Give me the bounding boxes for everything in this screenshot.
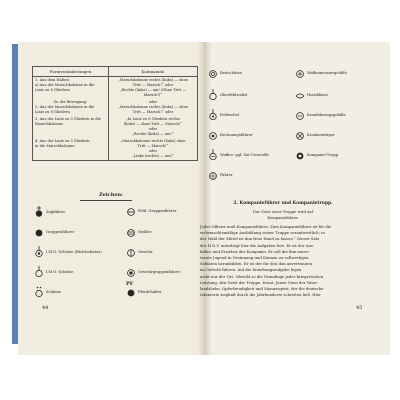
symbol-label: Zugführer (46, 210, 66, 214)
rifleman-symbol-icon (34, 286, 44, 298)
row-1-right-line: „Rechts (links) — um! (Ohne Tritt — (119, 88, 187, 92)
row-4-right-line: oder (148, 149, 158, 153)
left-page (18, 42, 204, 355)
symbol-entry (307, 153, 338, 158)
symbol-label: Melder (138, 230, 152, 234)
horse-holder-symbol-icon (126, 288, 136, 298)
row-2-left-line: Linie zu 8 Gliedern (35, 110, 70, 114)
company-troop-symbol-icon (295, 151, 305, 161)
symbol-label: Rechnungsführer (220, 133, 253, 137)
symbol-label: Kompanie-Trupp (307, 153, 339, 157)
row-2-right-line: „Marschkolonne rechts (links) — ohne (117, 105, 188, 109)
pf-mark: PF (126, 281, 134, 287)
body-line: traute Jugend in Gesinnung und Können zu vollwertigen (200, 255, 309, 261)
body-line: Soldaten heranbilden. Er ist der für den ihm anvertrauten (200, 261, 313, 267)
table-row (33, 116, 198, 138)
intro-line: Der Geist einer Truppe wird auf (252, 210, 314, 214)
symbol-entry (307, 93, 328, 98)
row-1-right-line: „Marschkolonne rechts (links) — ohne (117, 78, 188, 82)
symbol-entry (220, 113, 239, 118)
body-line: der Wahl der Mittel ist ihm freie Hand zu lassen.“ Dieser Satz (200, 236, 320, 242)
platoon-leader-symbol-icon (34, 206, 44, 218)
left-page-number: 44 (42, 305, 49, 311)
symbol-entry (220, 71, 242, 76)
body-line: Infanterie sieghaft durch die Jahrhunderte schreiten ließ. Hier (200, 292, 321, 298)
symbol-label: Waffen- ggf. Sat-Unteroffz. (220, 153, 270, 157)
intro-line: Kompanieführer. (267, 216, 299, 220)
heading-underline (80, 200, 132, 201)
table-header-changes: Formveränderungen (33, 67, 109, 77)
rifle-squad-leader-symbol-icon (126, 268, 136, 278)
body-line: bilder und Erzieher der Kompanie. Er soll die ihm anver- (200, 248, 310, 254)
body-line: nicht nur der Ort. Obwohl so die Grundlage jeder kriegerischen (200, 273, 324, 279)
body-line: der H.D.V. unterliegt hier die Aufgaben fest. Er ist der Aus- (200, 242, 315, 248)
weapons-nco-symbol-icon (208, 149, 218, 161)
symbol-label: Feldwebel (220, 113, 240, 117)
body-line: landsliebe, Opferfreudigkeit und Mannesgeist, der die deutsche (200, 286, 324, 292)
symbol-label: Kranführungsgehilfe (307, 113, 346, 117)
medical-assistant-symbol-icon (295, 111, 305, 121)
symbol-label: Reitschütze (220, 71, 242, 75)
bugler-symbol-icon (295, 91, 305, 101)
sergeant-symbol-icon (208, 109, 218, 121)
symbol-label: Waffenmeistergehilfe (307, 71, 347, 75)
row-1-left-line: 1. Aus dem Halten: (35, 78, 70, 82)
symbol-label: Krankenträger (307, 133, 335, 137)
section-title: 2. Kompanieführer und Kompanietrupp. (233, 201, 333, 206)
row-2-left-line: Zu der Bewegung: (53, 100, 88, 104)
symbol-label: l.M.G.-Schütze (46, 270, 74, 274)
symbol-label: Gewehr (138, 250, 153, 254)
row-1-right-line: Tritt — Marsch!“ oder (132, 83, 174, 87)
body-line: Leistung, den Geist der Truppe, formt. Jenen Geist der Vater- (200, 279, 319, 285)
messenger-symbol-icon (126, 228, 136, 238)
row-2-right-line: oder (148, 100, 158, 104)
symbol-entry (220, 173, 233, 178)
row-3-left-line: 3. Aus der Linie zu 3 Gliedern in die (35, 117, 101, 121)
driver-symbol-icon (208, 171, 218, 181)
machine-gunner-symbol-icon (34, 266, 44, 278)
symbol-entry (220, 153, 270, 158)
row-1-left-line: a) Aus der Marschkolonne in die (35, 83, 95, 87)
symbol-label: Pferdehalter (138, 290, 162, 294)
body-line: Jeder Offizier muß Kompanieführer. Zum Kompanieführer ist für die (200, 224, 332, 229)
row-3-left-line: Marschkolonne (35, 122, 64, 126)
armorer-assistant-symbol-icon (295, 69, 305, 79)
body-text (200, 224, 366, 298)
mounted-rifleman-symbol-icon (208, 69, 218, 79)
right-page-number: 45 (356, 305, 363, 311)
stretcher-bearer-symbol-icon (295, 131, 305, 141)
table-row (33, 77, 198, 100)
paymaster-symbol-icon (208, 131, 218, 141)
command-table (32, 66, 198, 161)
row-4-right-line: „Marschkolonne rechts (links) ohne (120, 139, 186, 143)
symbols-heading: Zeichen: (98, 192, 124, 198)
symbol-entry (220, 133, 253, 138)
body-line: im Gefecht führen. Auf die Erziehungsaufgabe legen (200, 267, 302, 273)
table-row (33, 99, 198, 116)
symbol-label: l.M.G.-Schütze (Richtschütze) (46, 250, 102, 254)
symbol-label: Oberfeldwebel (220, 93, 248, 97)
symbol-entry (307, 133, 335, 138)
table-header-command: Kommando (108, 67, 197, 77)
symbol-label: Schütze (46, 290, 61, 294)
symbol-entry (307, 113, 346, 118)
row-3-right-line: (links) — ohne Tritt — Marsch!“ (123, 122, 183, 126)
senior-sergeant-symbol-icon (208, 89, 218, 101)
row-4-left-line: in die Marschkolonne (35, 144, 75, 148)
row-3-right-line: „In Linie zu 8 Gliedern rechts (125, 117, 181, 121)
open-book (18, 42, 390, 355)
row-1-right-line: Marsch!)“ (143, 93, 163, 97)
row-2-right-line: Tritt — Marsch!“ oder (132, 110, 174, 114)
body-line: wehrmachtsmäßige Ausbildung seiner Truppe verantwortlich; in (200, 230, 325, 236)
row-1-left-line: Linie zu 8 Gliedern (35, 88, 70, 92)
row-4-right-line: „Links (rechts) — um!“ (131, 154, 174, 158)
gunner-symbol-icon (34, 246, 44, 258)
table-row (33, 138, 198, 161)
row-2-left-line: 2. Aus der Marschkolonne in die (35, 105, 95, 109)
squad-leader-symbol-icon (34, 228, 44, 238)
sub-squad-leader-symbol-icon (126, 207, 136, 217)
row-4-right-line: Tritt — Marsch!“ (137, 144, 169, 148)
row-4-left-line: 4. Aus der Linie zu 3 Gliedern (35, 139, 90, 143)
symbol-label: Fahrer (220, 173, 233, 177)
symbol-entry (220, 93, 247, 98)
rifle-symbol-icon (126, 248, 136, 258)
symbol-label: Hornbläser (307, 93, 329, 97)
row-3-right-line: „Rechts (links) — um!“ (132, 132, 174, 136)
symbol-entry (307, 71, 347, 76)
symbol-label: Gewehrgruppenführer (138, 270, 181, 274)
symbol-label: Gruppenführer (46, 230, 75, 234)
row-3-right-line: oder (148, 127, 158, 131)
symbol-label: Feld. Gruppenführer (138, 209, 177, 213)
